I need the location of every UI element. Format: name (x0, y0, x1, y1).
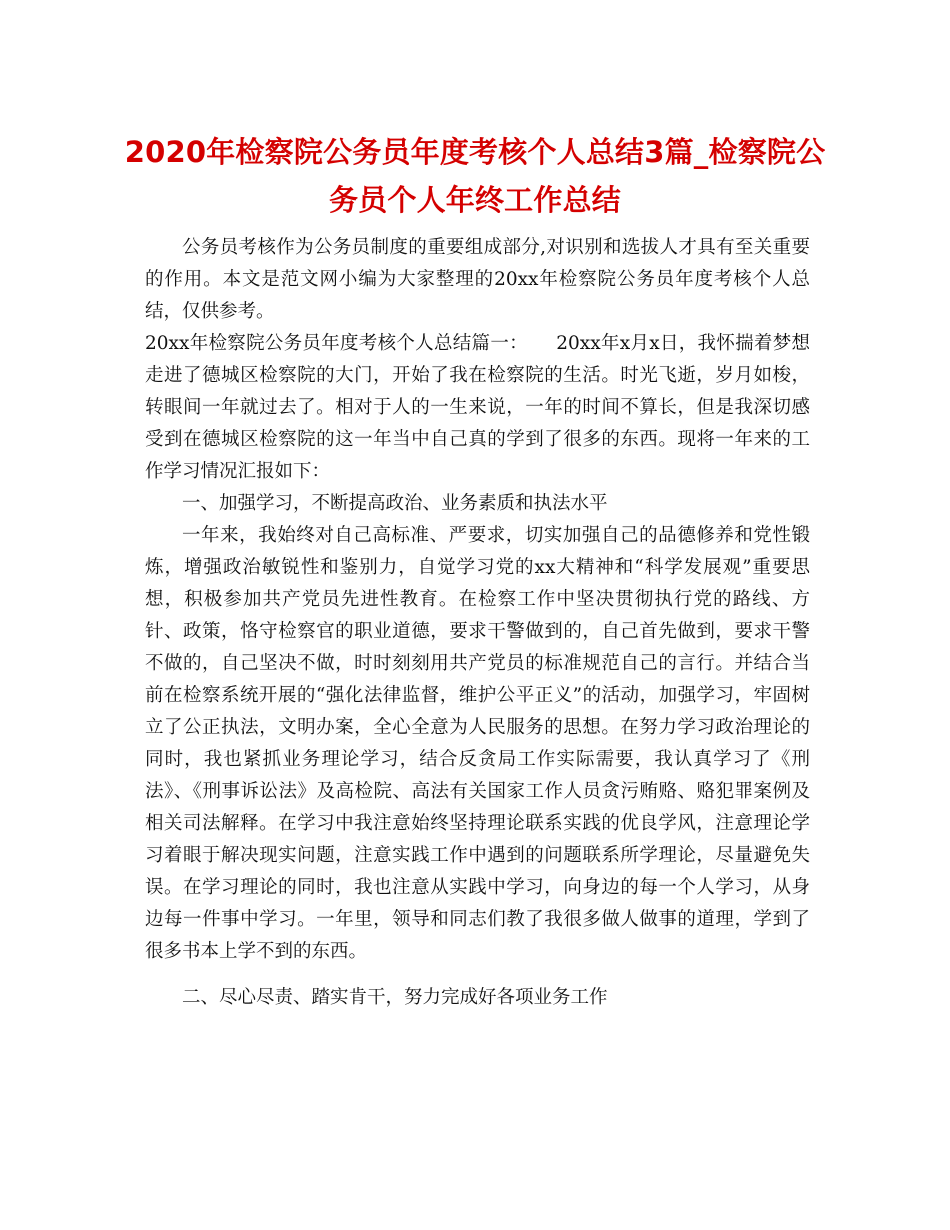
section-heading-2: 二、尽心尽责、踏实肯干，努力完成好各项业务工作 (182, 987, 608, 1008)
title-line-2: 务员个人年终工作总结 (328, 183, 621, 217)
document-body (145, 232, 810, 1014)
section-heading-1: 一、加强学习，不断提高政治、业务素质和执法水平 (182, 493, 608, 514)
document-title (120, 128, 830, 224)
part1-lead-paragraph: 20xx年检察院公务员年度考核个人总结篇一： 20xx年x月x日，我怀揣着梦想走进了德城区检察院的大门，开始了我在检察院的生活。时光飞逝，岁月如梭，转眼间一年就过去了。相对于人的一生来说，一年的时间不算长，但是我深切感受到在德城区检察院的这一年当中自己真的学到了很多的东西。现将一年来的工作学习情况汇报如下： (145, 333, 810, 482)
section-1-paragraph: 一年来，我始终对自己高标准、严要求，切实加强自己的品德修养和党性锻炼，增强政治敏锐性和鉴别力，自觉学习党的xx大精神和“科学发展观”重要思想，积极参加共产党员先进性教育。在检察工作中坚决贯彻执行党的路线、方针、政策，恪守检察官的职业道德，要求干警做到的，自己首先做到，要求干警不做的，自己坚决不做，时时刻刻用共产党员的标准规范自己的言行。并结合当前在检察系统开展的“强化法律监督，维护公平正义”的活动，加强学习，牢固树立了公正执法，文明办案，全心全意为人民服务的思想。在努力学习政治理论的同时，我也紧抓业务理论学习，结合反贪局工作实际需要，我认真学习了《刑法》、《刑事诉讼法》及高检院、高法有关国家工作人员贪污贿赂、赂犯罪案例及相关司法解释。在学习中我注意始终坚持理论联系实践的优良学风，注意理论学习着眼于解决现实问题，注意实践工作中遇到的问题联系所学理论，尽量避免失误。在学习理论的同时，我也注意从实践中学习，向身边的每一个人学习，从身边每一件事中学习。一年里，领导和同志们教了我很多做人做事的道理，学到了很多书本上学不到的东西。 (145, 525, 810, 962)
title-line-1: 2020年检察院公务员年度考核个人总结3篇_检察院公 (124, 135, 826, 169)
intro-paragraph: 公务员考核作为公务员制度的重要组成部分,对识别和选拔人才具有至关重要的作用。本文是范文网小编为大家整理的20xx年检察院公务员年度考核个人总结，仅供参考。 (145, 237, 810, 322)
